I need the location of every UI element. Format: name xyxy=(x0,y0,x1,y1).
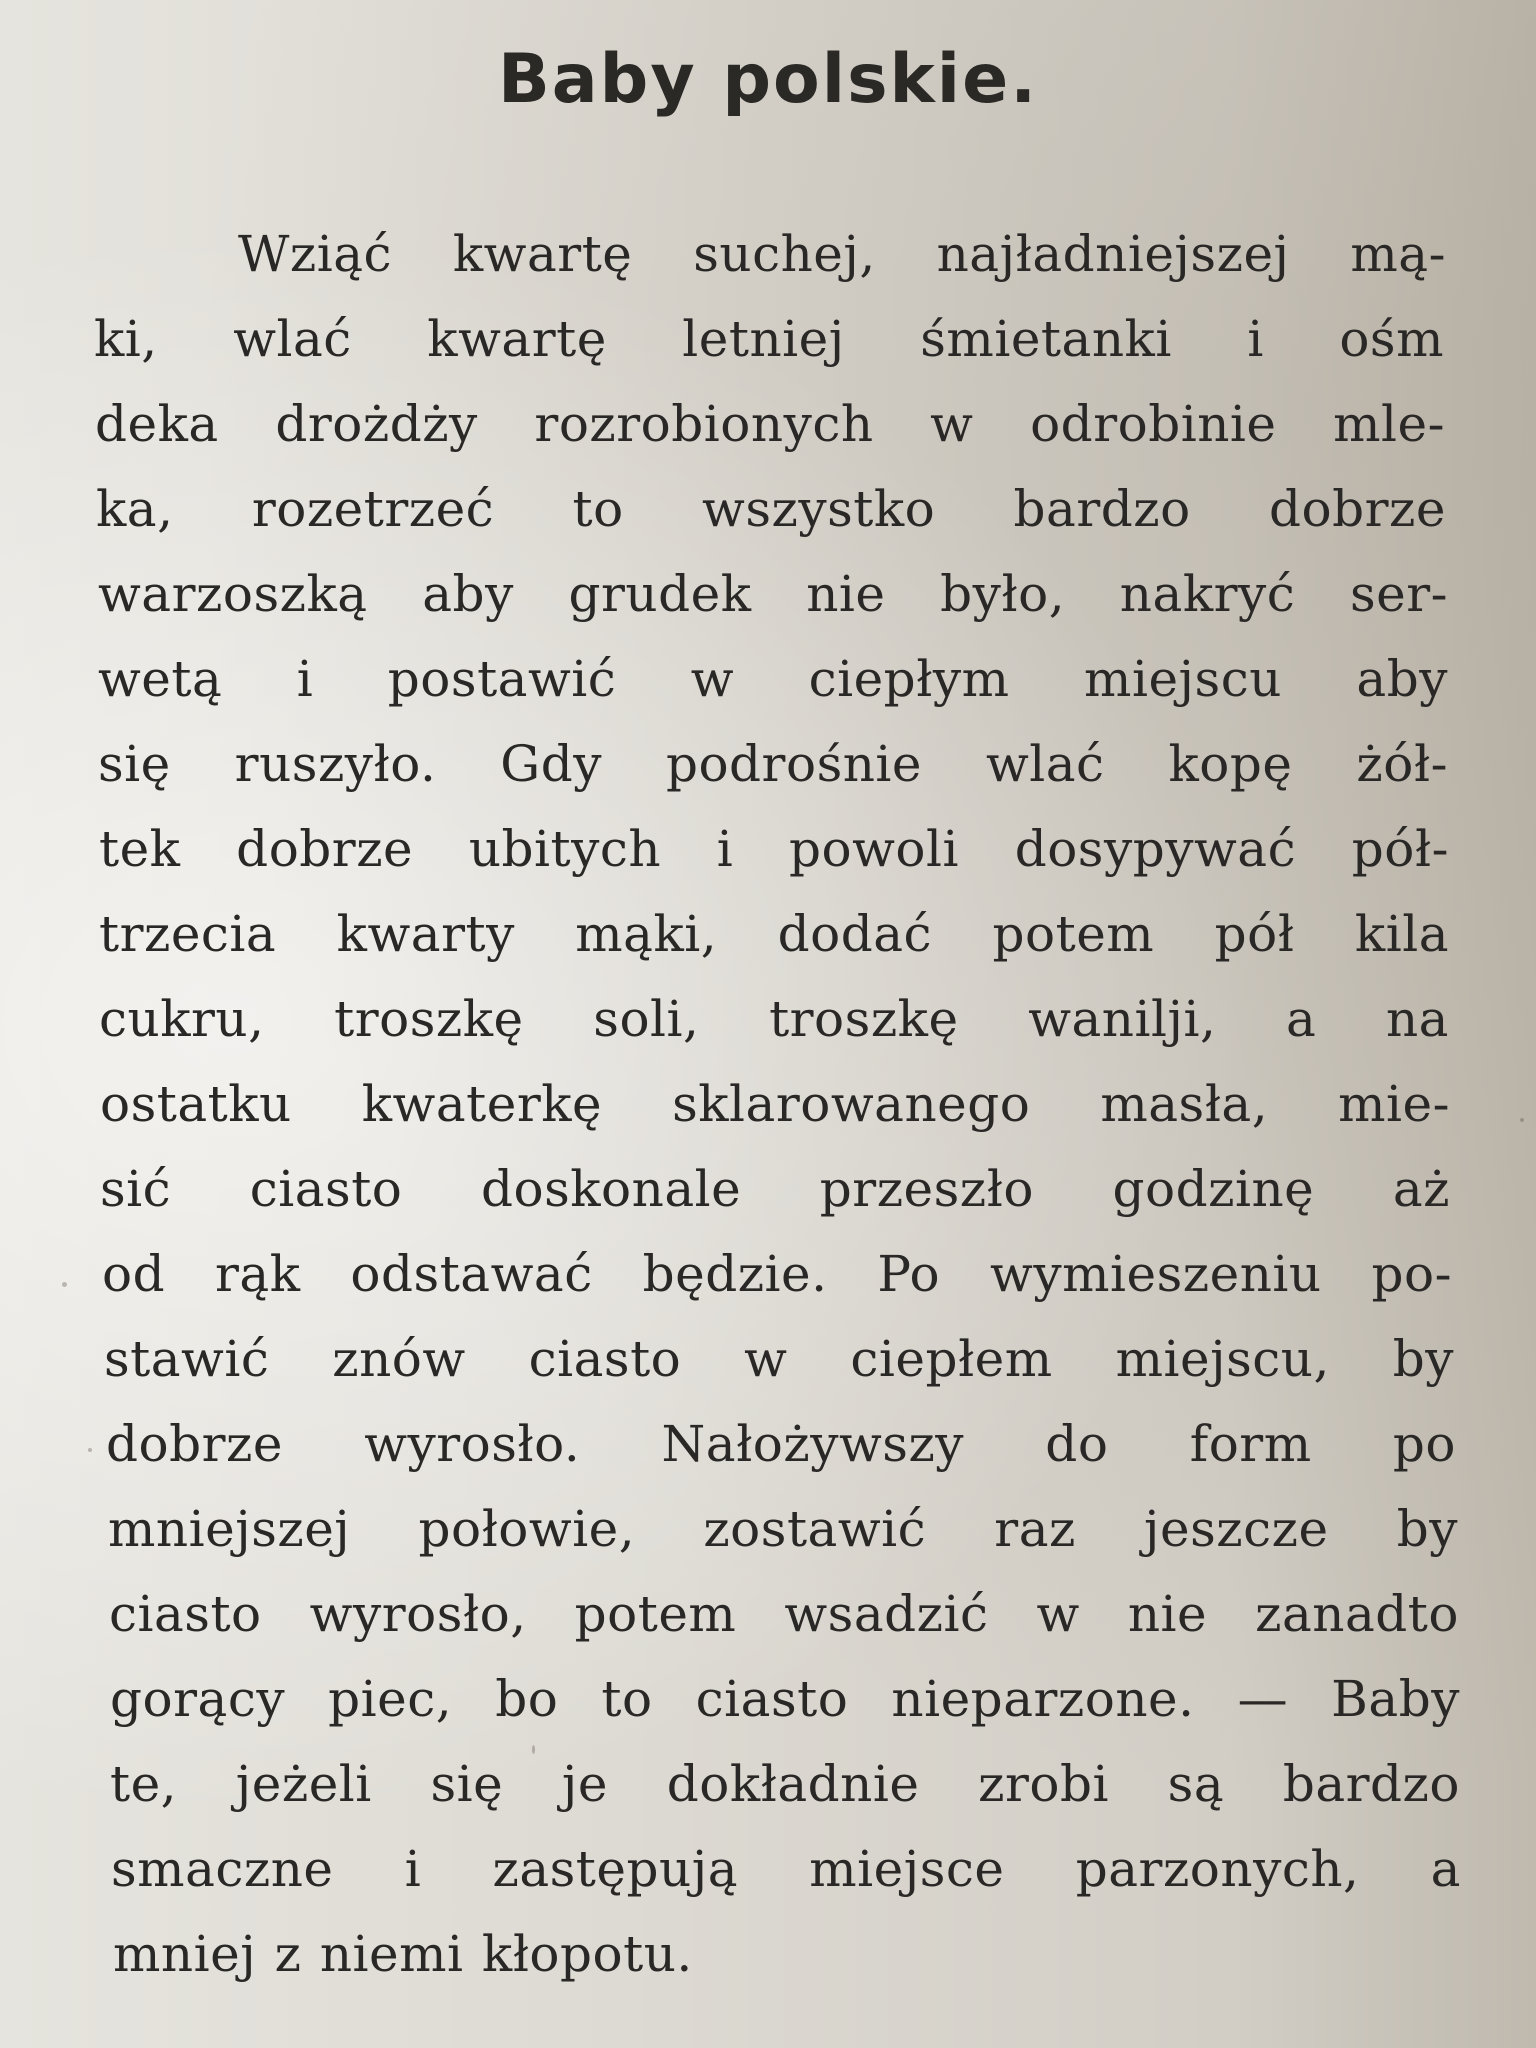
text-line: warzoszką aby grudek nie było, nakryć ser- xyxy=(98,565,1448,623)
text-line: wetą i postawić w ciepłym miejscu aby xyxy=(98,650,1448,708)
recipe-body xyxy=(94,212,1461,1997)
text-line: ostatku kwaterkę sklarowanego masła, mie- xyxy=(100,1075,1450,1133)
text-line: się ruszyło. Gdy podrośnie wlać kopę żół- xyxy=(98,735,1448,793)
text-line: ciasto wyrosło, potem wsadzić w nie zanadto xyxy=(109,1585,1459,1643)
text-line: ki, wlać kwartę letniej śmietanki i ośm xyxy=(94,310,1444,368)
recipe-title: Baby polskie. xyxy=(497,40,1039,119)
paper-speck xyxy=(1520,1118,1524,1122)
text-line: cukru, troszkę soli, troszkę wanilji, a na xyxy=(99,990,1449,1048)
text-line: dobrze wyrosło. Nałożywszy do form po xyxy=(106,1415,1456,1473)
text-line: od rąk odstawać będzie. Po wymieszeniu po- xyxy=(102,1245,1452,1303)
text-line: sić ciasto doskonale przeszło godzinę aż xyxy=(100,1160,1450,1218)
text-line: smaczne i zastępują miejsce parzonych, a xyxy=(111,1840,1461,1898)
text-line: ka, rozetrzeć to wszystko bardzo dobrze xyxy=(96,480,1446,538)
paper-speck xyxy=(88,1448,92,1452)
paper-speck xyxy=(532,1745,535,1754)
text-line: mniej z niemi kłopotu. xyxy=(113,1925,693,1983)
text-line: stawić znów ciasto w ciepłem miejscu, by xyxy=(104,1330,1454,1388)
text-line: deka drożdży rozrobionych w odrobinie mle- xyxy=(95,395,1445,453)
text-line: Wziąć kwartę suchej, najładniejszej mą- xyxy=(238,225,1446,283)
text-line: mniejszej połowie, zostawić raz jeszcze by xyxy=(108,1500,1458,1558)
text-line: gorący piec, bo to ciasto nieparzone. — Baby xyxy=(110,1670,1460,1728)
text-line: trzecia kwarty mąki, dodać potem pół kila xyxy=(99,905,1449,963)
text-line: tek dobrze ubitych i powoli dosypywać pół- xyxy=(99,820,1449,878)
paper-speck xyxy=(62,1282,67,1287)
text-line: te, jeżeli się je dokładnie zrobi są bardzo xyxy=(110,1755,1460,1813)
